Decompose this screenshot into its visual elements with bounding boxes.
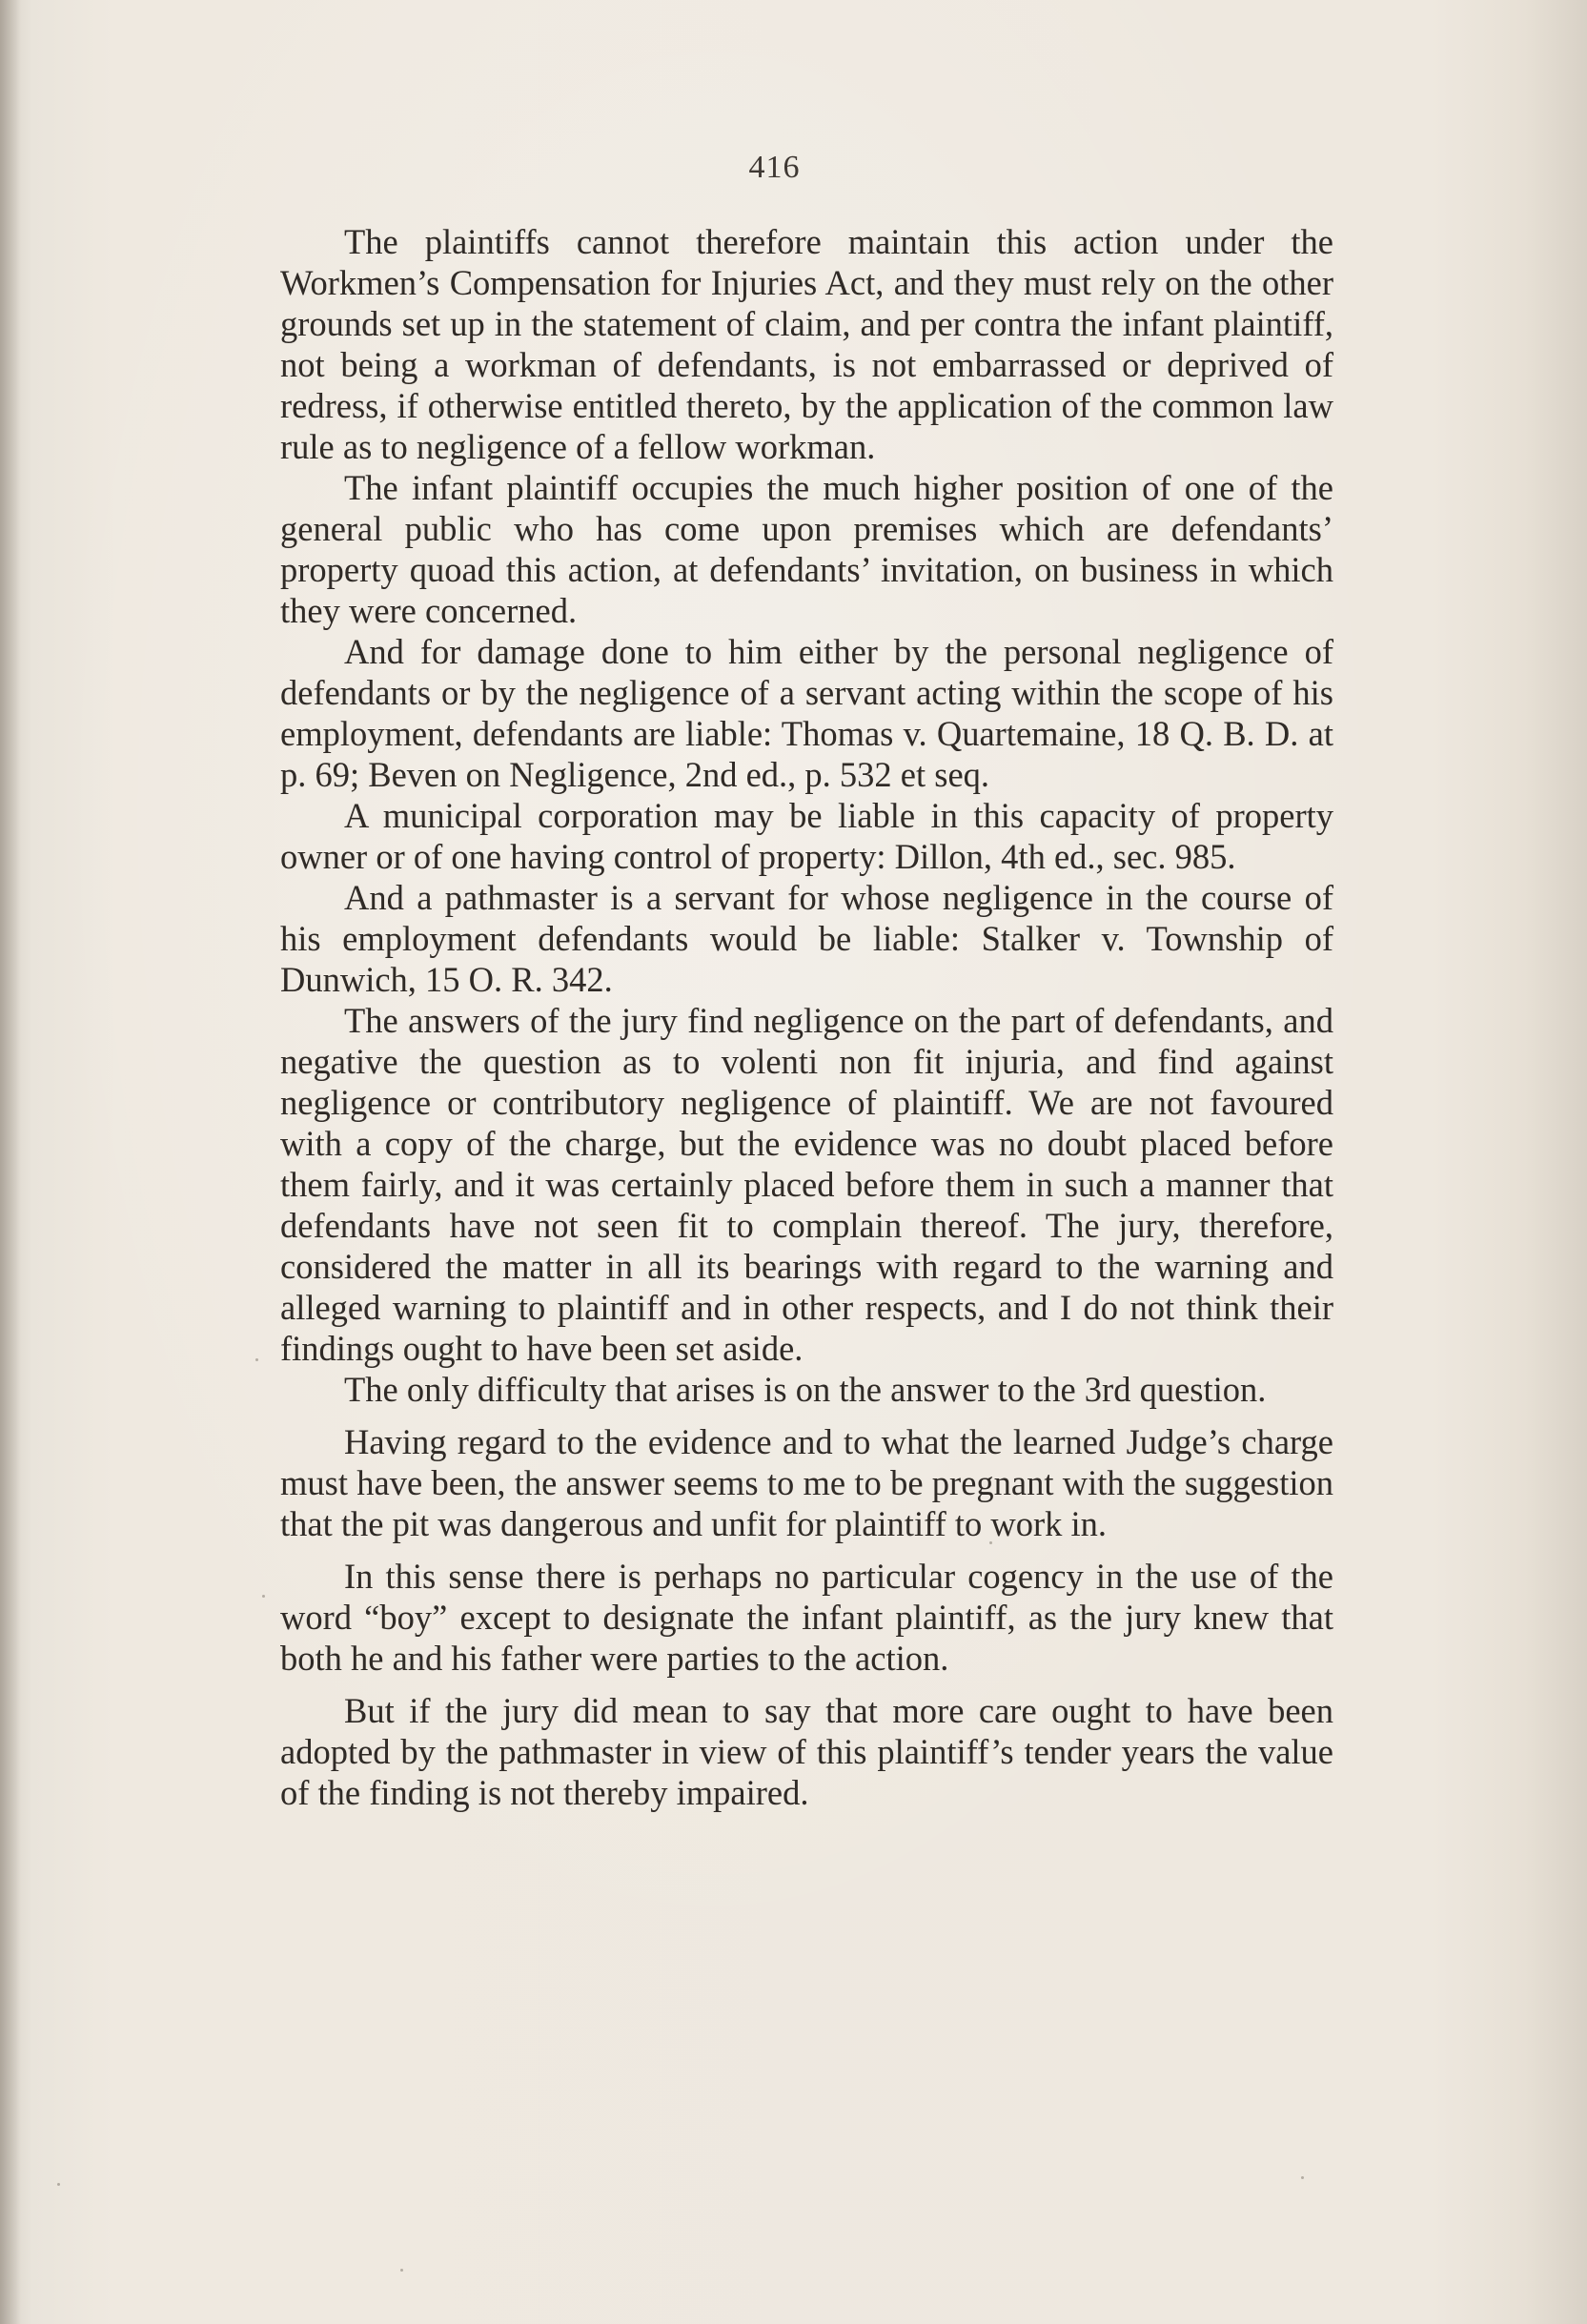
- paper-speck: [255, 1358, 258, 1361]
- paragraph-5: And a pathmaster is a servant for whose negligence in the course of his employment defendants would be liable: Stalker v. Township of Dunwich, 15 O. R. 342.: [280, 878, 1333, 999]
- paper-speck: [57, 2183, 60, 2186]
- paragraph-10: But if the jury did mean to say that more care ought to have been adopted by the pathmaster in view of this plaintiff’s tender years the value of the finding is not thereby impaired.: [280, 1691, 1333, 1812]
- paper-speck: [1301, 2176, 1304, 2179]
- paper-speck: [400, 2269, 403, 2272]
- paragraph-6: The answers of the jury find negligence on the part of defendants, and negative the question as to volenti non fit injuria, and find against negligence or contributory negligence of plaintiff. We are not favoured with a copy of the charge, but the evidence was no doubt placed before them fairly, and it was certainly placed before them in such a manner that defendants have not seen fit to complain thereof. The jury, therefore, considered the matter in all its bearings with regard to the warning and alleged warning to plaintiff and in other respects, and I do not think their findings ought to have been set aside.: [280, 1001, 1333, 1368]
- paragraph-9: In this sense there is perhaps no particular cogency in the use of the word “boy” except to designate the infant plaintiff, as the jury knew that both he and his father were parties to the action.: [280, 1557, 1333, 1678]
- paragraph-2: The infant plaintiff occupies the much higher position of one of the general public who has come upon premises which are defendants’ property quoad this action, at defendants’ invitation, on business in which they were concerned.: [280, 468, 1333, 630]
- paragraph-3: And for damage done to him either by the personal negligence of defendants or by the negligence of a servant acting within the scope of his employment, defendants are liable: Thomas v. Quartemaine, 18 Q. B. D. at p. 69; Beven on Negligence, 2nd ed., p. 532 et seq.: [280, 632, 1333, 794]
- gutter-shadow: [0, 0, 21, 2324]
- paper-speck: [262, 1595, 265, 1598]
- paragraph-8: Having regard to the evidence and to what the learned Judge’s charge must have been, the answer seems to me to be pregnant with the suggestion that the pit was dangerous and unfit for plaintiff to work in.: [280, 1422, 1333, 1543]
- paragraph-1: The plaintiffs cannot therefore maintain this action under the Workmen’s Compensation for Injuries Act, and they must rely on the other grounds set up in the statement of claim, and per contra the infant plaintiff, not being a workman of defendants, is not embarrassed or deprived of redress, if otherwise entitled thereto, by the application of the common law rule as to negligence of a fellow workman.: [280, 222, 1333, 466]
- paper-speck: [989, 1541, 992, 1544]
- paragraph-4: A municipal corporation may be liable in this capacity of property owner or of one having control of property: Dillon, 4th ed., sec. 985.: [280, 796, 1333, 876]
- body-text: [280, 221, 1333, 1813]
- paragraph-7: The only difficulty that arises is on the answer to the 3rd question.: [344, 1370, 1267, 1409]
- page-number: 416: [748, 150, 801, 185]
